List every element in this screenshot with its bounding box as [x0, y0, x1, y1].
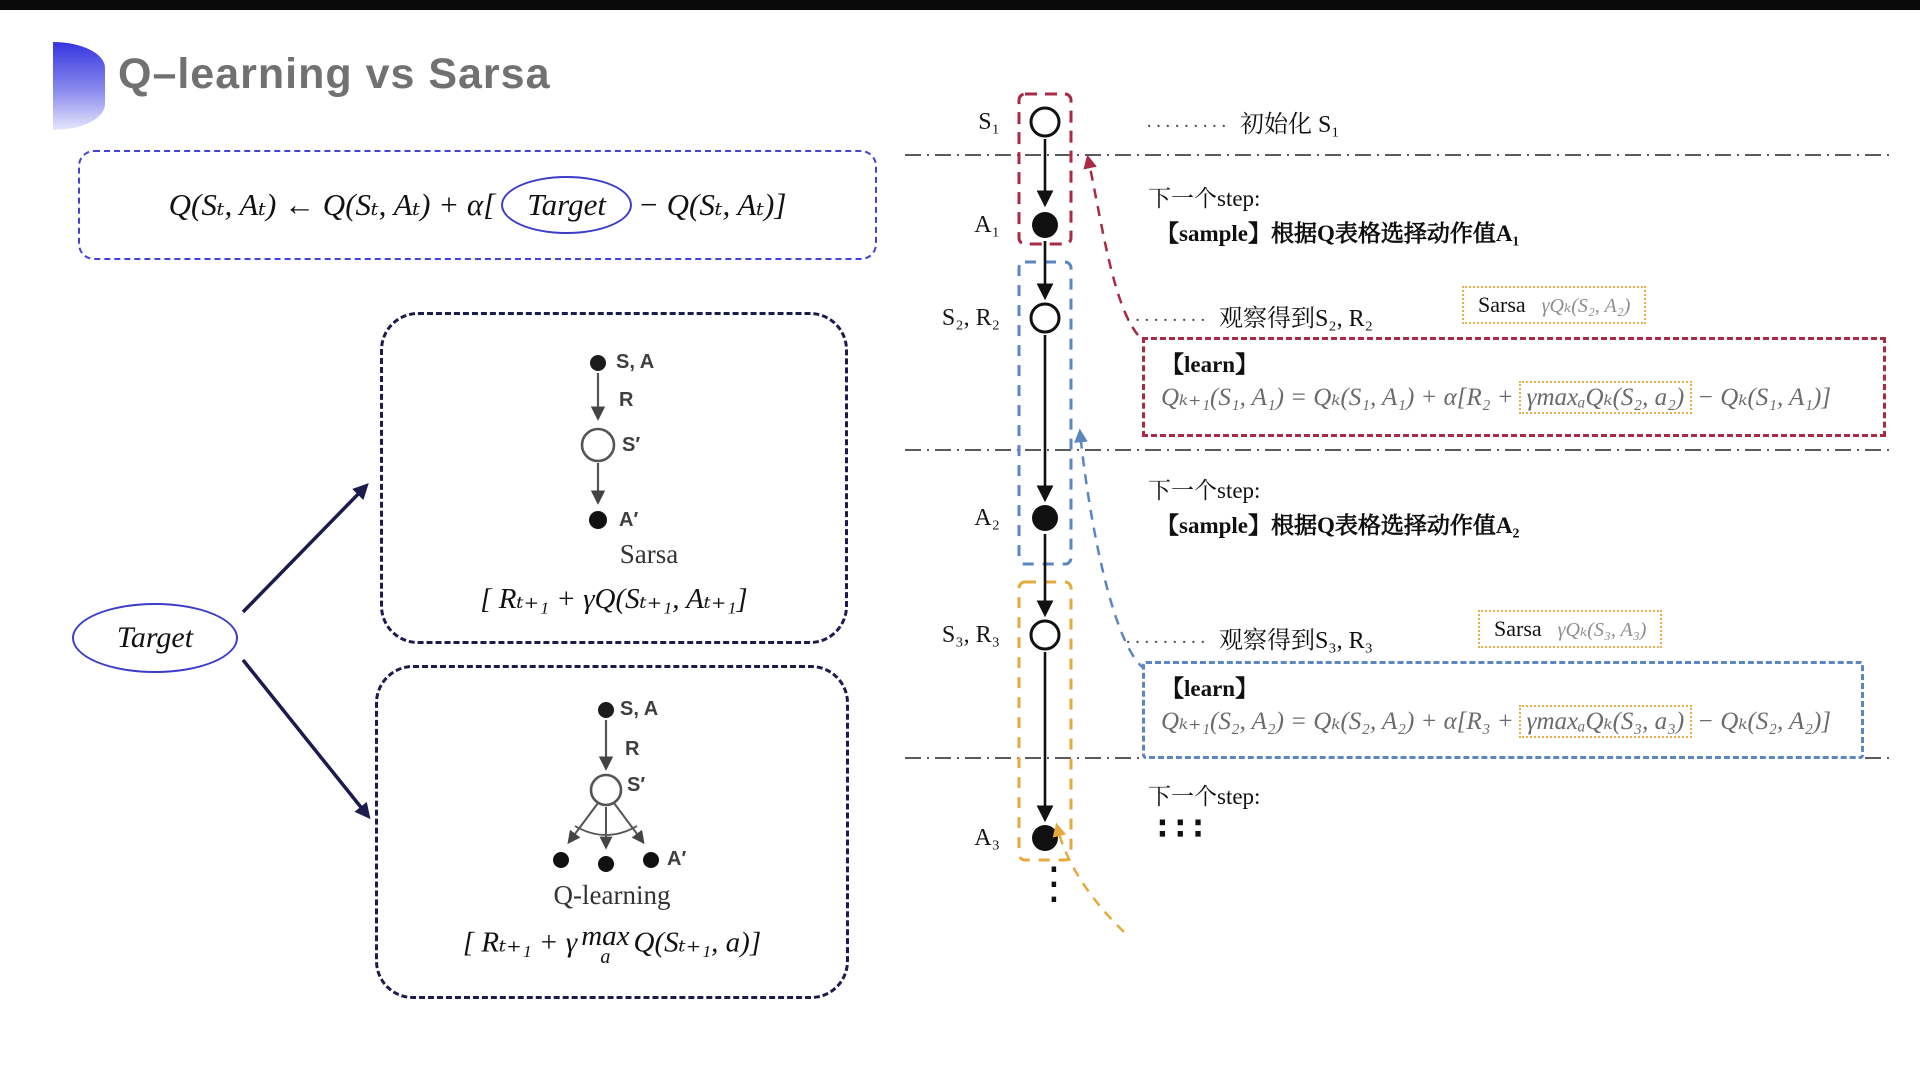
sarsa-target-formula: [ Rₜ₊₁ + γQ(Sₜ₊₁, Aₜ₊₁]: [480, 583, 748, 615]
sarsa-tag2-label: Sarsa: [1478, 292, 1526, 317]
a2-node: [1032, 505, 1058, 531]
learn2-formula-right: − Qₖ(S₂, A₂)]: [1697, 708, 1832, 735]
sarsa-tag2-formula: γQₖ(S₂, A₂): [1541, 295, 1631, 317]
sarsa-tag3-label: Sarsa: [1494, 616, 1542, 641]
step1-sample-text: 【sample】根据Q表格选择动作值A₁: [1156, 221, 1520, 246]
init-leader-dots: ·········: [1146, 116, 1230, 137]
step2-heading: 下一个step:: [1148, 478, 1261, 503]
s1-node: [1031, 108, 1059, 136]
qlearning-formula-pre: [ Rₜ₊₁ + γ: [462, 926, 578, 959]
s2-node: [1031, 304, 1059, 332]
learn2-formula-left: Qₖ₊₁(S₂, A₂) = Qₖ(S₂, A₂) + α[R₃ +: [1161, 708, 1514, 735]
sarsa-node-label-aprime: A′: [619, 509, 639, 531]
init-annotation: [1146, 104, 1340, 139]
learn2-formula-highlight: γmaxₐQₖ(S₃, a₃): [1519, 705, 1693, 738]
observe3-annotation: [1125, 620, 1373, 655]
qlearning-branch-name: Q-learning: [553, 880, 671, 910]
timeline-label-a2: A₂: [974, 505, 1000, 531]
a3-node: [1032, 825, 1058, 851]
sarsa-alternative-tag-2: [1462, 286, 1646, 324]
q-update-formula-right: − Q(Sₜ, Aₜ)]: [637, 187, 787, 222]
learn1-formula-left: Qₖ₊₁(S₁, A₁) = Qₖ(S₁, A₁) + α[R₂ +: [1161, 384, 1514, 411]
observe3-text: 观察得到S₃, R₃: [1218, 628, 1374, 654]
sarsa-alternative-tag-3: [1478, 610, 1662, 648]
learn1-formula: [1161, 382, 1831, 412]
step3-heading: 下一个step:: [1148, 784, 1261, 809]
step1-heading: 下一个step:: [1148, 186, 1261, 211]
timeline-label-a3: A₃: [974, 825, 1000, 851]
sarsa-tag3-formula: γQₖ(S₃, A₃): [1557, 619, 1647, 641]
learn1-formula-highlight: γmaxₐQₖ(S₂, a₂): [1519, 381, 1693, 414]
observe2-text: 观察得到S₂, R₂: [1218, 306, 1374, 332]
sarsa-branch-name: Sarsa: [619, 539, 679, 569]
qlearning-node-label-sa: S, A: [620, 698, 659, 720]
page-title: Q–learning vs Sarsa: [118, 50, 551, 98]
s3-node: [1031, 621, 1059, 649]
learn2-formula: [1161, 706, 1831, 736]
target-node-label: Target: [116, 621, 194, 654]
observe3-leader-dots: ·········: [1125, 632, 1209, 653]
timeline-label-s2r2: S₂, R₂: [941, 305, 1000, 331]
learn2-heading: 【learn】: [1161, 676, 1259, 701]
timeline-chain: [1031, 108, 1059, 851]
qlearning-node-label-aprime: A′: [667, 848, 687, 870]
timeline-label-s3r3: S₃, R₃: [941, 622, 1000, 648]
qlearning-node-label-r: R: [625, 738, 640, 760]
learn1-formula-right: − Qₖ(S₁, A₁)]: [1697, 384, 1832, 411]
timeline-label-s1: S₁: [978, 109, 1000, 135]
timeline-continuation-dots: ⋮: [1032, 858, 1076, 909]
target-fan-arrows: [243, 486, 368, 816]
arrow-target-to-sarsa: [243, 486, 366, 612]
sarsa-node-label-sprime: S′: [622, 434, 641, 456]
observe2-leader-dots: ·········: [1125, 310, 1209, 331]
timeline-label-a1: A₁: [974, 212, 1000, 238]
q-update-formula-left: Q(Sₜ, Aₜ) ← Q(Sₜ, Aₜ) + α[: [168, 187, 496, 222]
qlearning-formula-post: Q(Sₜ₊₁, a)]: [633, 926, 762, 959]
sarsa-node-label-r: R: [619, 389, 634, 411]
target-ellipse-label: Target: [527, 187, 606, 222]
max-word: max: [581, 920, 630, 952]
a1-node: [1032, 212, 1058, 238]
init-text: 初始化 S₁: [1239, 112, 1340, 138]
arrow-target-to-qlearning: [243, 660, 368, 816]
max-subscript: a: [600, 945, 611, 968]
step3-continuation-dots: ∶∶∶: [1158, 812, 1212, 847]
observe2-annotation: [1125, 298, 1373, 333]
sarsa-node-label-sa: S, A: [616, 351, 655, 373]
learn-box-1: [1142, 337, 1886, 437]
step2-sample-text: 【sample】根据Q表格选择动作值A₂: [1156, 513, 1520, 538]
learn1-heading: 【learn】: [1161, 352, 1259, 377]
learn-box-2: [1142, 661, 1864, 759]
qlearning-node-label-sprime: S′: [627, 774, 646, 796]
